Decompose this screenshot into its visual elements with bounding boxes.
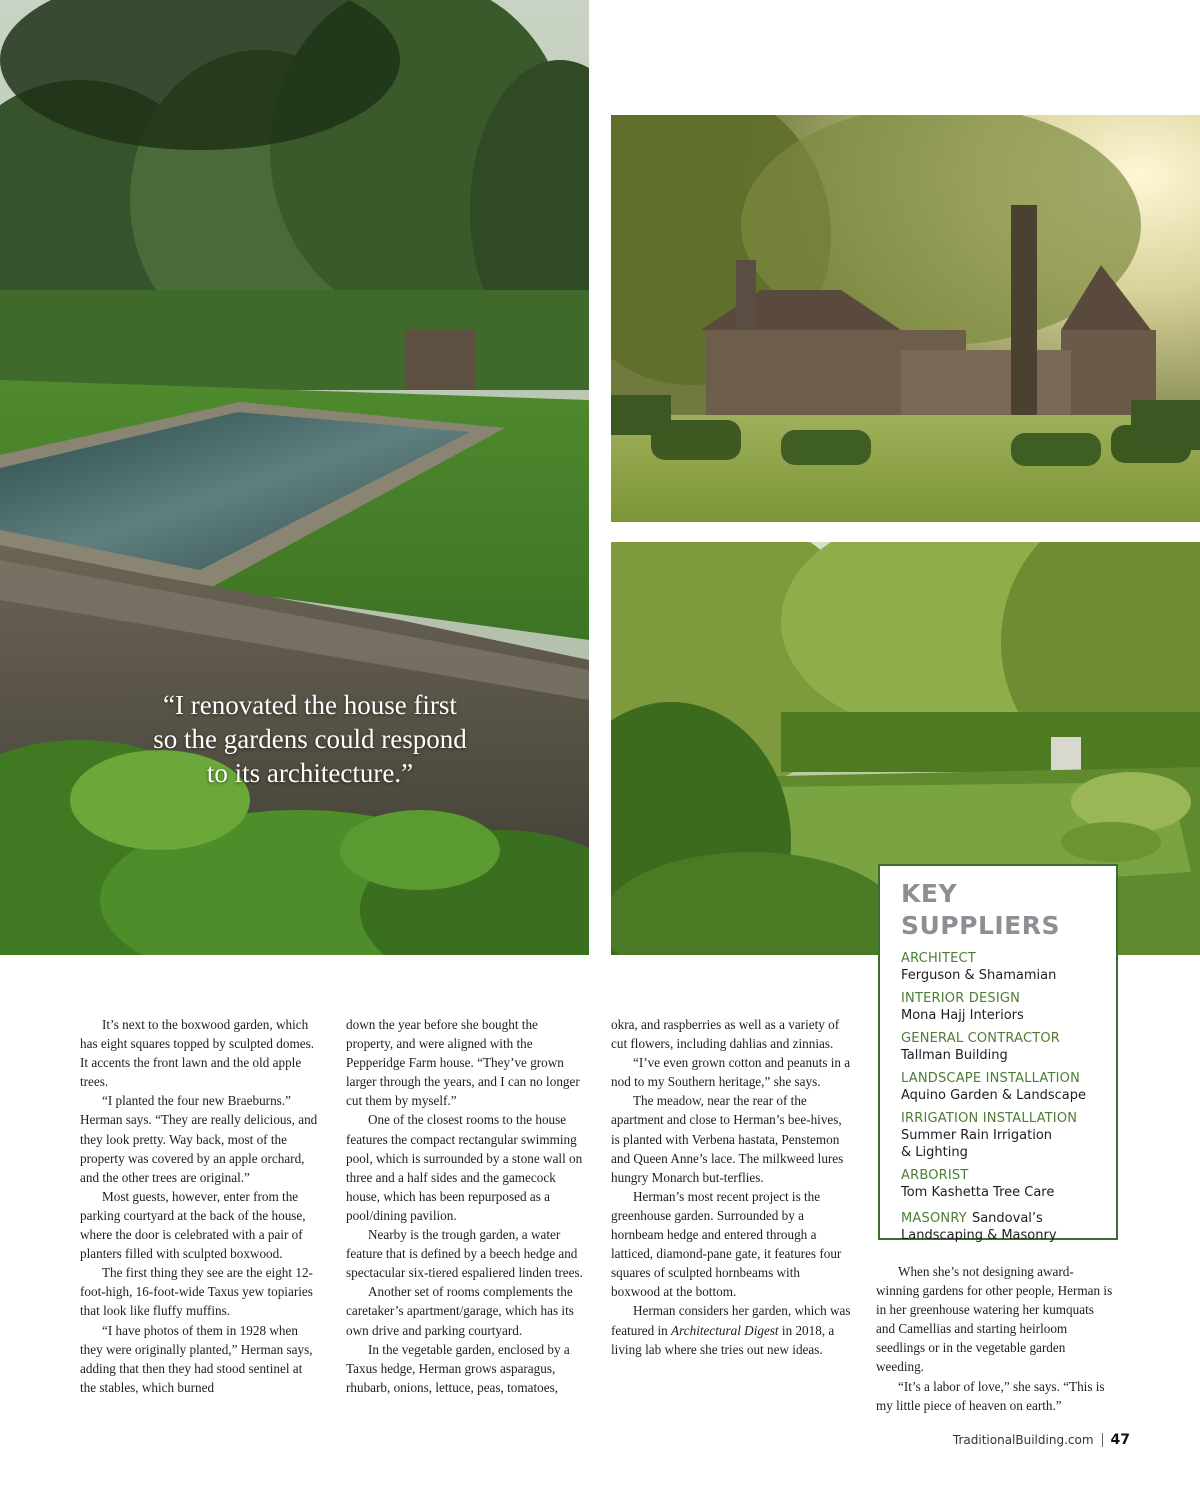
supplier-role: LANDSCAPE INSTALLATION	[901, 1071, 1081, 1086]
paragraph: When she’s not designing award-winning gardens for other people, Herman is in her greenhouse watering her kumquats and Camellias and starting heirloom seedlings or in the vegetable garden weeding.	[876, 1264, 1113, 1375]
supplier-name: Sandoval’s	[971, 1211, 1043, 1226]
supplier-role: MASONRY	[901, 1211, 967, 1226]
pull-quote-line-2: so the gardens could respond	[153, 724, 467, 754]
supplier-role: ARBORIST	[901, 1168, 969, 1183]
supplier-name: Mona Hajj Interiors	[901, 1008, 1024, 1023]
paragraph: “It’s a labor of love,” she says. “This is my little piece of heaven on earth.”	[876, 1378, 1105, 1413]
text-run: in 2018, a living lab where she tries out new ideas.	[611, 1322, 835, 1357]
paragraph: “I’ve even grown cotton and peanuts in a nod to my Southern heritage,” she says.	[611, 1055, 851, 1090]
paragraph: In the vegetable garden, enclosed by a Taxus hedge, Herman grows asparagus, rhubarb, onions, lettuce, peas, tomatoes,	[346, 1341, 570, 1395]
key-suppliers-heading: KEY SUPPLIERS	[901, 879, 1061, 940]
pull-quote	[100, 688, 520, 790]
pull-quote-line-3: to its architecture.”	[206, 758, 414, 788]
supplier-name-line-2: Landscaping & Masonry	[901, 1228, 1057, 1243]
article-column-2	[346, 1015, 586, 1397]
paragraph: okra, and raspberries as well as a variety of cut flowers, including dahlias and zinnias.	[611, 1017, 840, 1052]
supplier-landscape-installation	[901, 1070, 1096, 1104]
supplier-role: IRRIGATION INSTALLATION	[901, 1111, 1078, 1126]
supplier-role: GENERAL CONTRACTOR	[901, 1031, 1061, 1046]
key-suppliers-box	[878, 864, 1118, 1243]
page-number: 47	[1110, 1432, 1130, 1448]
pool-garden-illustration	[0, 0, 589, 955]
paragraph: down the year before she bought the property, and were aligned with the Pepperidge Farm house. “They’ve grown larger through the years, and I can no longer cut them by myself.”	[346, 1017, 580, 1109]
text-run: Herman considers her garden, which was featured in	[611, 1303, 851, 1338]
supplier-name: Ferguson & Shamamian	[901, 968, 1057, 983]
house-lawn-illustration	[611, 115, 1200, 522]
publication-title: Architectural Digest	[671, 1322, 779, 1338]
supplier-irrigation-installation	[901, 1110, 1096, 1161]
supplier-role: INTERIOR DESIGN	[901, 991, 1021, 1006]
supplier-name: Tallman Building	[901, 1048, 1008, 1063]
supplier-general-contractor	[901, 1030, 1096, 1064]
supplier-architect	[901, 950, 1096, 984]
paragraph: Another set of rooms complements the caretaker’s apartment/garage, which has its own drive and parking courtyard.	[346, 1284, 574, 1338]
paragraph: Most guests, however, enter from the parking courtyard at the back of the house, where the door is celebrated with a pair of planters filled with sculpted boxwood.	[80, 1188, 306, 1262]
paragraph: The meadow, near the rear of the apartment and close to Herman’s bee-hives, is planted with Verbena hastata, Penstemon and Queen Anne’s lace. The milkweed lures hungry Monarch but-terflies.	[611, 1093, 844, 1185]
supplier-name: Summer Rain Irrigation	[901, 1128, 1053, 1143]
supplier-name: Aquino Garden & Landscape	[901, 1088, 1086, 1103]
page-folio	[953, 1432, 1130, 1448]
paragraph-with-citation	[611, 1301, 851, 1358]
supplier-name: Tom Kashetta Tree Care	[901, 1185, 1055, 1200]
supplier-role: ARCHITECT	[901, 951, 976, 966]
paragraph: Herman’s most recent project is the greenhouse garden. Surrounded by a hornbeam hedge and entered through a latticed, diamond-pane gate, it features four squares of sculpted hornbeams with boxwood at the bottom.	[611, 1188, 842, 1300]
supplier-name-line-2: & Lighting	[901, 1145, 968, 1160]
article-column-4	[876, 1262, 1116, 1415]
article-column-1	[80, 1015, 320, 1397]
paragraph: “I planted the four new Braeburns.” Herman says. “They are really delicious, and they look pretty. Way back, most of the property was covered by an apple orchard, and the other trees are original.”	[80, 1093, 318, 1185]
supplier-interior-design	[901, 990, 1096, 1024]
paragraph: One of the closest rooms to the house features the compact rectangular swimming pool, which is surrounded by a stone wall on three and a half sides and the gamecock house, which has been repurposed as a pool/dining pavilion.	[346, 1112, 583, 1223]
paragraph: “I have photos of them in 1928 when they were originally planted,” Herman says, adding that then they had stood sentinel at the stables, which burned	[80, 1322, 313, 1395]
paragraph: It’s next to the boxwood garden, which has eight squares topped by sculpted domes. It accents the front lawn and the old apple trees.	[80, 1017, 315, 1090]
supplier-masonry	[901, 1207, 1096, 1244]
pool-garden-photo	[0, 0, 589, 955]
house-lawn-photo	[611, 115, 1200, 522]
paragraph: The first thing they see are the eight 12-foot-high, 16-foot-wide Taxus yew topiaries that look like fluffy muffins.	[80, 1265, 313, 1319]
website-credit: TraditionalBuilding.com	[952, 1433, 1094, 1447]
paragraph: Nearby is the trough garden, a water feature that is defined by a beech hedge and spectacular six-tiered espaliered linden trees.	[346, 1227, 583, 1281]
pull-quote-line-1: “I renovated the house first	[163, 690, 457, 720]
folio-divider	[1102, 1433, 1103, 1447]
article-column-3	[611, 1015, 851, 1359]
supplier-arborist	[901, 1167, 1096, 1201]
